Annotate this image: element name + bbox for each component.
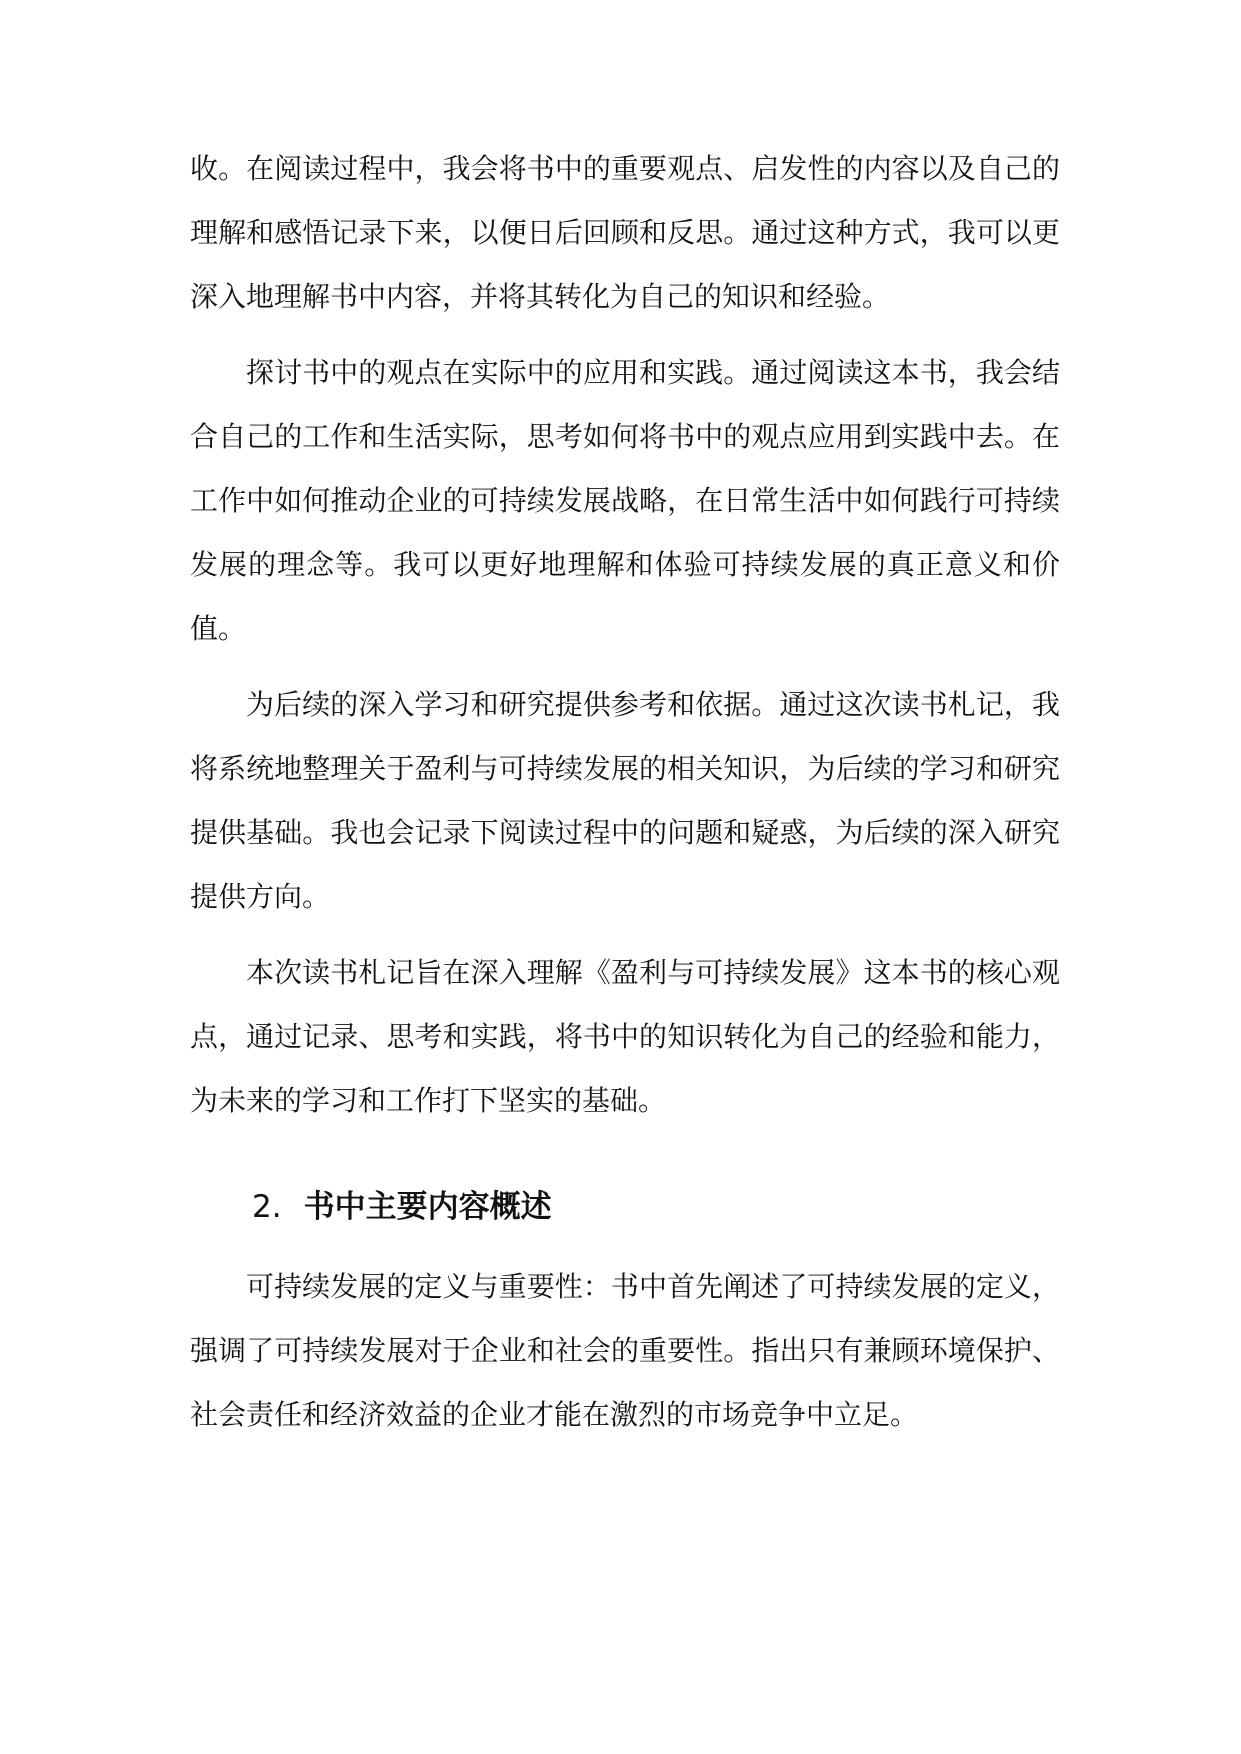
paragraph-spacer (190, 929, 1060, 941)
paragraph-definition-importance: 可持续发展的定义与重要性：书中首先阐述了可持续发展的定义，强调了可持续发展对于企业和社会的重要性。指出只有兼顾环境保护、社会责任和经济效益的企业才能在激烈的市场竞争中立足。 (190, 1270, 1060, 1431)
paragraph-further-research: 为后续的深入学习和研究提供参考和依据。通过这次读书札记，我将系统地整理关于盈利与可持续发展的相关知识，为后续的学习和研究提供基础。我也会记录下阅读过程中的问题和疑惑，为后续的深入研究提供方向。 (190, 688, 1060, 913)
paragraph-continuation: 收。在阅读过程中，我会将书中的重要观点、启发性的内容以及自己的理解和感悟记录下来，以便日后回顾和反思。通过这种方式，我可以更深入地理解书中内容，并将其转化为自己的知识和经验。 (190, 152, 1060, 313)
paragraph-spacer (190, 661, 1060, 673)
paragraph-spacer (190, 329, 1060, 341)
section-title: 书中主要内容概述 (303, 1189, 552, 1225)
document-body (190, 137, 1060, 1447)
paragraph-summary-purpose: 本次读书札记旨在深入理解《盈利与可持续发展》这本书的核心观点，通过记录、思考和实践，将书中的知识转化为自己的经验和能力，为未来的学习和工作打下坚实的基础。 (190, 956, 1060, 1117)
paragraph-application-practice: 探讨书中的观点在实际中的应用和实践。通过阅读这本书，我会结合自己的工作和生活实际，思考如何将书中的观点应用到实践中去。在工作中如何推动企业的可持续发展战略，在日常生活中如何践行可持续发展的理念等。我可以更好地理解和体验可持续发展的真正意义和价值。 (190, 356, 1060, 645)
section-heading (190, 1177, 1060, 1237)
section-number: 2. (252, 1189, 282, 1225)
